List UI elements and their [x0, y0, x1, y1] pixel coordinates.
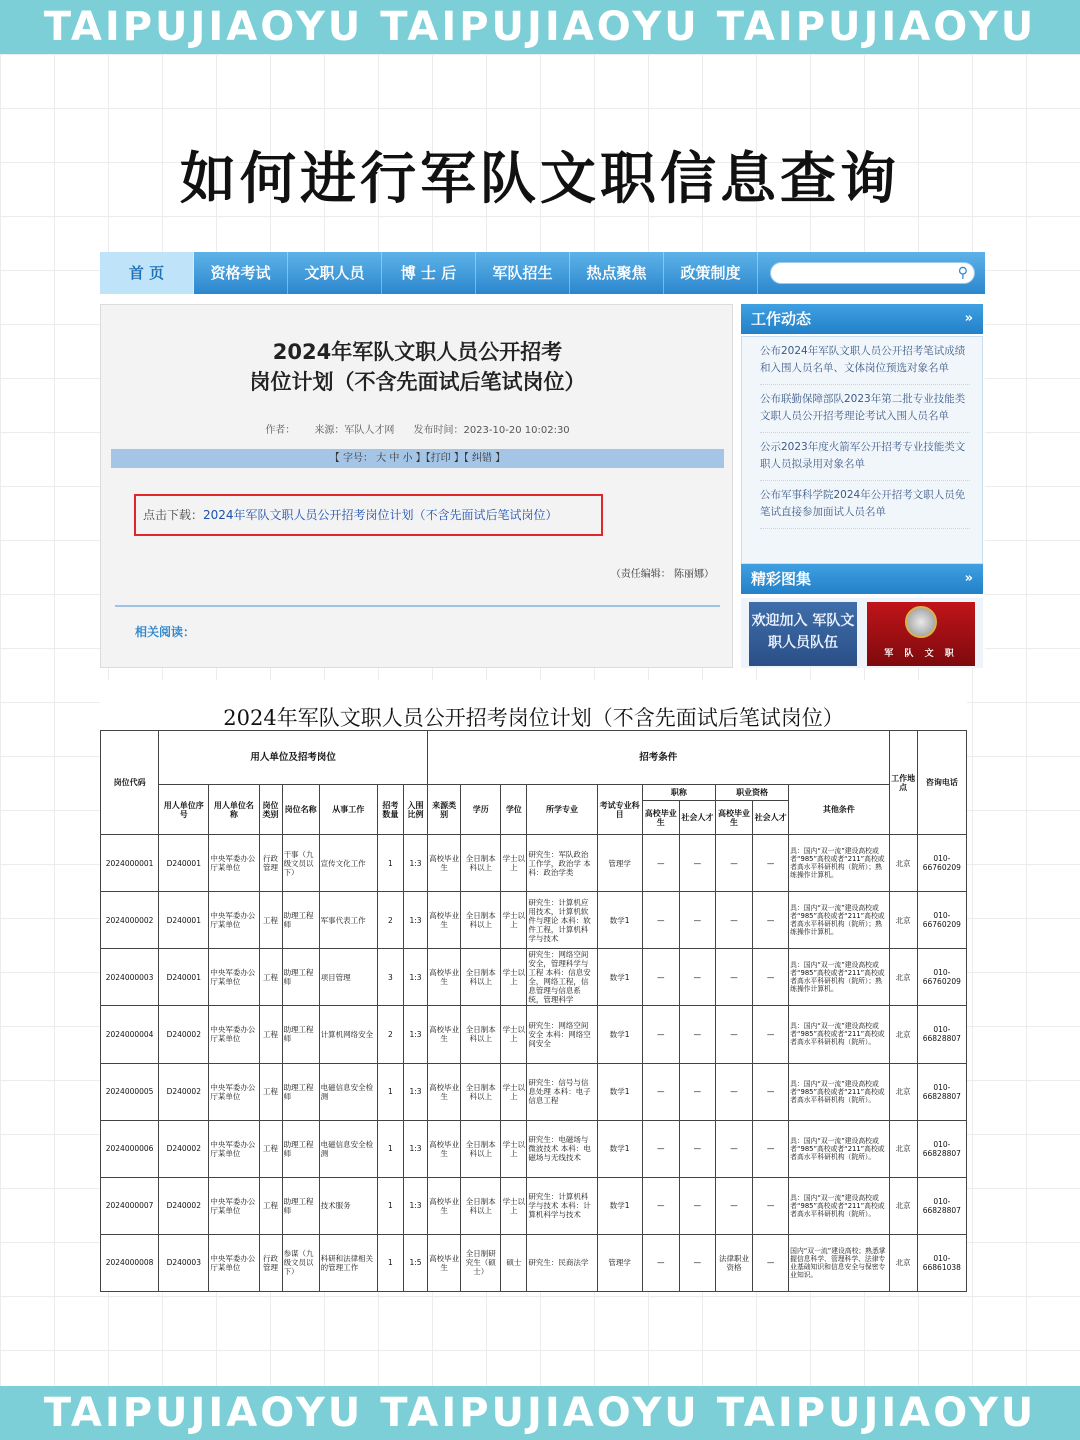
table-cell: — [753, 1120, 789, 1177]
search-icon[interactable]: ⚲ [957, 265, 968, 281]
recruitment-table-image [100, 680, 967, 1292]
table-cell: 2024000008 [101, 1234, 159, 1291]
header-qual-group: 职业资格 [715, 785, 788, 801]
gallery-panel-header [741, 564, 983, 594]
gallery-image-join[interactable]: 欢迎加入 军队文职人员队伍 [749, 602, 857, 666]
table-cell: 北京 [889, 949, 917, 1006]
table-cell: 研究生：计算机科学与技术 本科：计算机科学与技术 [527, 1177, 597, 1234]
article-title [101, 337, 734, 397]
table-cell: D240001 [159, 892, 209, 949]
table-cell: 010-66760209 [917, 949, 966, 1006]
header-col: 社会人才 [753, 801, 789, 835]
gallery-panel-title: 精彩图集 [751, 570, 812, 588]
page-title: 如何进行军队文职信息查询 [180, 147, 900, 212]
table-cell: — [715, 1063, 752, 1120]
table-cell: 助理工程师 [282, 1063, 319, 1120]
table-cell: 中央军委办公厅某单位 [209, 1120, 259, 1177]
table-cell: 1:3 [403, 1006, 427, 1063]
news-item[interactable]: 公布联勤保障部队2023年第二批专业技能类文职人员公开招考理论考试入围人员名单 [760, 385, 970, 433]
table-cell: — [642, 1234, 679, 1291]
table-cell: 高校毕业生 [428, 892, 461, 949]
table-cell: 数学1 [597, 1063, 642, 1120]
table-cell: 2024000007 [101, 1177, 159, 1234]
table-cell: 国内“双一流”建设高校；熟悉掌握信息科学、管理科学、法律专业基础知识和信息安全与保密专业知识。 [789, 1234, 889, 1291]
table-cell: 全日制本科以上 [461, 892, 501, 949]
table-cell: 010-66828807 [917, 1177, 966, 1234]
table-cell: 研究生：网络空间安全 本科：网络空间安全 [527, 1006, 597, 1063]
table-cell: 北京 [889, 892, 917, 949]
header-col: 高校毕业生 [715, 801, 752, 835]
table-cell: 全日制研究生（硕士） [461, 1234, 501, 1291]
table-cell: D240001 [159, 949, 209, 1006]
table-cell: 军事代表工作 [319, 892, 377, 949]
table-cell: 1:3 [403, 1063, 427, 1120]
table-cell: 1:3 [403, 892, 427, 949]
table-cell: 2 [377, 892, 403, 949]
table-row [101, 1177, 967, 1234]
table-title: 2024年军队文职人员公开招考岗位计划（不含先面试后笔试岗位） [223, 706, 844, 730]
table-cell: 技术服务 [319, 1177, 377, 1234]
table-cell: 工程 [259, 1177, 282, 1234]
table-cell: 学士以上 [501, 892, 527, 949]
header-col: 从事工作 [319, 785, 377, 835]
table-cell: 研究生：计算机应用技术，计算机软件与理论 本科：软件工程，计算机科学与技术 [527, 892, 597, 949]
table-cell: 010-66760209 [917, 892, 966, 949]
header-col: 入围比例 [403, 785, 427, 835]
table-cell: D240002 [159, 1063, 209, 1120]
header-col: 考试专业科目 [597, 785, 642, 835]
table-cell: 1:3 [403, 949, 427, 1006]
table-cell: D240003 [159, 1234, 209, 1291]
header-place: 工作地点 [889, 731, 917, 835]
table-cell: 具：国内“双一流”建设高校或者“985”高校或者“211”高校或者高水平科研机构（院所）；熟练操作计算机。 [789, 892, 889, 949]
table-body [101, 835, 967, 1292]
table-cell: 助理工程师 [282, 949, 319, 1006]
table-cell: 中央军委办公厅某单位 [209, 1177, 259, 1234]
table-cell: 1 [377, 1234, 403, 1291]
table-cell: — [679, 949, 715, 1006]
table-cell: — [753, 1063, 789, 1120]
table-cell: 中央军委办公厅某单位 [209, 1006, 259, 1063]
nav-item-policy[interactable]: 政策制度 [664, 252, 758, 294]
table-row [101, 1234, 967, 1291]
table-cell: — [679, 892, 715, 949]
table-cell: 中央军委办公厅某单位 [209, 835, 259, 892]
header-col: 学历 [461, 785, 501, 835]
table-cell: 具：国内“双一流”建设高校或者“985”高校或者“211”高校或者高水平科研机构（院所）。 [789, 1006, 889, 1063]
nav-item-civilian[interactable]: 文职人员 [288, 252, 382, 294]
table-cell: 电磁信息安全检测 [319, 1120, 377, 1177]
table-row [101, 1120, 967, 1177]
nav-item-postdoc[interactable]: 博 士 后 [382, 252, 476, 294]
table-cell: 2024000003 [101, 949, 159, 1006]
table-cell: 010-66828807 [917, 1120, 966, 1177]
table-cell: 1:3 [403, 1120, 427, 1177]
table-cell: — [679, 1177, 715, 1234]
table-cell: 工程 [259, 1006, 282, 1063]
table-cell: 全日制本科以上 [461, 1177, 501, 1234]
table-cell: 科研和法律相关的管理工作 [319, 1234, 377, 1291]
article-toolbar[interactable]: 【 字号： 大 中 小 】【打印 】【 纠错 】 [111, 449, 724, 468]
table-cell: D240002 [159, 1177, 209, 1234]
nav-item-home[interactable]: 首 页 [100, 252, 194, 294]
article-title-line2: 岗位计划（不含先面试后笔试岗位） [249, 370, 586, 394]
gallery-image-caption: 军 队 文 职 [884, 649, 958, 659]
table-cell: 010-66828807 [917, 1006, 966, 1063]
news-item[interactable]: 公布2024年军队文职人员公开招考笔试成绩和入围人员名单、文体岗位预选对象名单 [760, 337, 970, 385]
bottom-banner: TAIPUJIAOYU TAIPUJIAOYU TAIPUJIAOYU [0, 1386, 1080, 1440]
header-title-group: 职称 [642, 785, 715, 801]
header-conditions-group: 招考条件 [428, 731, 890, 785]
table-cell: 研究生：网络空间安全，管理科学与工程 本科：信息安全，网络工程，信息管理与信息系统，管理科学 [527, 949, 597, 1006]
divider [115, 605, 720, 607]
table-cell: 全日制本科以上 [461, 1120, 501, 1177]
header-col: 用人单位名称 [209, 785, 259, 835]
table-cell: 具：国内“双一流”建设高校或者“985”高校或者“211”高校或者高水平科研机构（院所）。 [789, 1177, 889, 1234]
table-cell: 计算机网络安全 [319, 1006, 377, 1063]
table-cell: 高校毕业生 [428, 1063, 461, 1120]
header-col: 社会人才 [679, 801, 715, 835]
header-unit-group: 用人单位及招考岗位 [159, 731, 428, 785]
nav-item-admission[interactable]: 军队招生 [476, 252, 570, 294]
table-cell: 2024000004 [101, 1006, 159, 1063]
table-cell: 具：国内“双一流”建设高校或者“985”高校或者“211”高校或者高水平科研机构（院所）；熟练操作计算机。 [789, 949, 889, 1006]
table-row [101, 892, 967, 949]
gallery-images [741, 598, 983, 668]
table-cell: — [642, 1063, 679, 1120]
table-cell: 1:5 [403, 1234, 427, 1291]
table-cell: 3 [377, 949, 403, 1006]
table-cell: 研究生：军队政治工作学，政治学 本科：政治学类 [527, 835, 597, 892]
news-panel-title: 工作动态 [751, 310, 812, 328]
table-cell: 行政管理 [259, 1234, 282, 1291]
table-row [101, 1063, 967, 1120]
table-cell: 管理学 [597, 1234, 642, 1291]
table-cell: 北京 [889, 835, 917, 892]
table-cell: 2024000002 [101, 892, 159, 949]
header-col: 招考数量 [377, 785, 403, 835]
table-cell: 电磁信息安全检测 [319, 1063, 377, 1120]
table-cell: — [642, 949, 679, 1006]
table-cell: 全日制本科以上 [461, 1006, 501, 1063]
table-cell: 学士以上 [501, 949, 527, 1006]
table-cell: 2024000001 [101, 835, 159, 892]
table-cell: 中央军委办公厅某单位 [209, 1234, 259, 1291]
table-cell: 1 [377, 1063, 403, 1120]
website-screenshot [100, 252, 985, 668]
header-col: 用人单位序号 [159, 785, 209, 835]
gallery-image-emblem[interactable] [867, 602, 975, 666]
table-cell: 行政管理 [259, 835, 282, 892]
table-cell: — [679, 1234, 715, 1291]
nav-item-hot[interactable]: 热点聚焦 [570, 252, 664, 294]
table-cell: — [715, 892, 752, 949]
table-cell: — [715, 835, 752, 892]
table-cell: D240001 [159, 835, 209, 892]
table-cell: 工程 [259, 892, 282, 949]
table-cell: 硕士 [501, 1234, 527, 1291]
table-cell: D240002 [159, 1006, 209, 1063]
table-cell: 法律职业资格 [715, 1234, 752, 1291]
table-cell: — [715, 1006, 752, 1063]
top-banner: TAIPUJIAOYU TAIPUJIAOYU TAIPUJIAOYU [0, 0, 1080, 54]
table-cell: — [753, 892, 789, 949]
header-col: 岗位类别 [259, 785, 282, 835]
table-cell: 全日制本科以上 [461, 835, 501, 892]
table-cell: 工程 [259, 949, 282, 1006]
table-cell: 研究生：信号与信息处理 本科：电子信息工程 [527, 1063, 597, 1120]
table-cell: 学士以上 [501, 1063, 527, 1120]
table-cell: 北京 [889, 1120, 917, 1177]
table-cell: 中央军委办公厅某单位 [209, 949, 259, 1006]
table-cell: 宣传文化工作 [319, 835, 377, 892]
table-cell: 具：国内“双一流”建设高校或者“985”高校或者“211”高校或者高水平科研机构（院所）。 [789, 1063, 889, 1120]
article-editor: （责任编辑： 陈丽娜） [610, 569, 714, 580]
table-cell: — [753, 1234, 789, 1291]
table-row [101, 1006, 967, 1063]
recruitment-table [100, 730, 967, 1292]
table-cell: 具：国内“双一流”建设高校或者“985”高校或者“211”高校或者高水平科研机构（院所）；熟练操作计算机。 [789, 835, 889, 892]
table-cell: — [753, 1177, 789, 1234]
table-cell: 全日制本科以上 [461, 1063, 501, 1120]
table-cell: 中央军委办公厅某单位 [209, 892, 259, 949]
table-cell: — [642, 835, 679, 892]
table-cell: 1 [377, 1177, 403, 1234]
more-icon[interactable]: » [964, 571, 973, 586]
table-cell: 管理学 [597, 835, 642, 892]
table-cell: 1:3 [403, 835, 427, 892]
table-cell: 1 [377, 835, 403, 892]
table-cell: 数学1 [597, 1177, 642, 1234]
table-cell: 中央军委办公厅某单位 [209, 1063, 259, 1120]
news-item[interactable]: 公布军事科学院2024年公开招考文职人员免笔试直接参加面试人员名单 [760, 481, 970, 529]
table-cell: — [642, 1177, 679, 1234]
table-cell: 高校毕业生 [428, 1120, 461, 1177]
table-cell: — [753, 949, 789, 1006]
table-cell: 学士以上 [501, 1120, 527, 1177]
table-cell: D240002 [159, 1120, 209, 1177]
header-other: 其他条件 [789, 785, 889, 835]
table-cell: — [679, 1120, 715, 1177]
article-panel [100, 304, 733, 668]
table-cell: — [642, 892, 679, 949]
table-cell: 全日制本科以上 [461, 949, 501, 1006]
table-cell: 010-66760209 [917, 835, 966, 892]
table-cell: 高校毕业生 [428, 1234, 461, 1291]
table-cell: 助理工程师 [282, 1120, 319, 1177]
table-cell: 数学1 [597, 949, 642, 1006]
table-cell: 具：国内“双一流”建设高校或者“985”高校或者“211”高校或者高水平科研机构（院所）。 [789, 1120, 889, 1177]
table-cell: 工程 [259, 1063, 282, 1120]
news-item[interactable]: 公示2023年度火箭军公开招考专业技能类文职人员拟录用对象名单 [760, 433, 970, 481]
table-cell: 参谋（九级文员以下） [282, 1234, 319, 1291]
article-meta: 作者： 来源：军队人才网 发布时间：2023-10-20 10:02:30 [265, 425, 570, 436]
table-cell: 010-66861038 [917, 1234, 966, 1291]
table-cell: 学士以上 [501, 835, 527, 892]
download-link[interactable]: 2024年军队文职人员公开招考岗位计划（不含先面试后笔试岗位） [203, 508, 558, 522]
table-cell: 研究生：民商法学 [527, 1234, 597, 1291]
news-panel-header [741, 304, 983, 334]
article-title-line1: 2024年军队文职人员公开招考 [272, 340, 563, 364]
table-cell: 2024000005 [101, 1063, 159, 1120]
table-cell: 高校毕业生 [428, 1006, 461, 1063]
table-cell: 干事（九级文员以下） [282, 835, 319, 892]
table-cell: 北京 [889, 1177, 917, 1234]
table-cell: 助理工程师 [282, 892, 319, 949]
table-cell: 助理工程师 [282, 1006, 319, 1063]
table-cell: 北京 [889, 1063, 917, 1120]
table-cell: 高校毕业生 [428, 949, 461, 1006]
more-icon[interactable]: » [964, 311, 973, 326]
download-box [134, 494, 603, 536]
table-cell: 学士以上 [501, 1177, 527, 1234]
table-cell: — [753, 835, 789, 892]
table-cell: 1:3 [403, 1177, 427, 1234]
table-cell: — [642, 1006, 679, 1063]
table-cell: 学士以上 [501, 1006, 527, 1063]
table-cell: 助理工程师 [282, 1177, 319, 1234]
table-cell: 数学1 [597, 892, 642, 949]
table-cell: 高校毕业生 [428, 835, 461, 892]
table-cell: 数学1 [597, 1006, 642, 1063]
table-cell: 010-66828807 [917, 1063, 966, 1120]
emblem-icon [905, 606, 937, 638]
table-cell: — [715, 949, 752, 1006]
table-cell: — [715, 1120, 752, 1177]
table-cell: — [642, 1120, 679, 1177]
download-label: 点击下载： [143, 508, 204, 522]
header-col: 学位 [501, 785, 527, 835]
table-cell: 高校毕业生 [428, 1177, 461, 1234]
table-cell: — [679, 1063, 715, 1120]
table-cell: 2024000006 [101, 1120, 159, 1177]
table-cell: 1 [377, 1120, 403, 1177]
related-reading: 相关阅读： [135, 625, 196, 639]
table-cell: — [679, 835, 715, 892]
news-list [741, 336, 983, 564]
header-col: 来源类别 [428, 785, 461, 835]
table-cell: — [679, 1006, 715, 1063]
header-col: 高校毕业生 [642, 801, 679, 835]
table-cell: 北京 [889, 1234, 917, 1291]
table-cell: — [753, 1006, 789, 1063]
header-col: 所学专业 [527, 785, 597, 835]
table-row [101, 949, 967, 1006]
search-input[interactable] [770, 262, 975, 284]
table-cell: 研究生：电磁场与微波技术 本科：电磁场与无线技术 [527, 1120, 597, 1177]
table-cell: 2 [377, 1006, 403, 1063]
table-cell: 工程 [259, 1120, 282, 1177]
header-col: 岗位名称 [282, 785, 319, 835]
nav-item-exam[interactable]: 资格考试 [194, 252, 288, 294]
header-code: 岗位代码 [101, 731, 159, 835]
table-cell: — [715, 1177, 752, 1234]
table-cell: 项目管理 [319, 949, 377, 1006]
header-phone: 咨询电话 [917, 731, 966, 835]
table-cell: 数学1 [597, 1120, 642, 1177]
table-cell: 北京 [889, 1006, 917, 1063]
table-row [101, 835, 967, 892]
site-nav-bar [100, 252, 985, 294]
